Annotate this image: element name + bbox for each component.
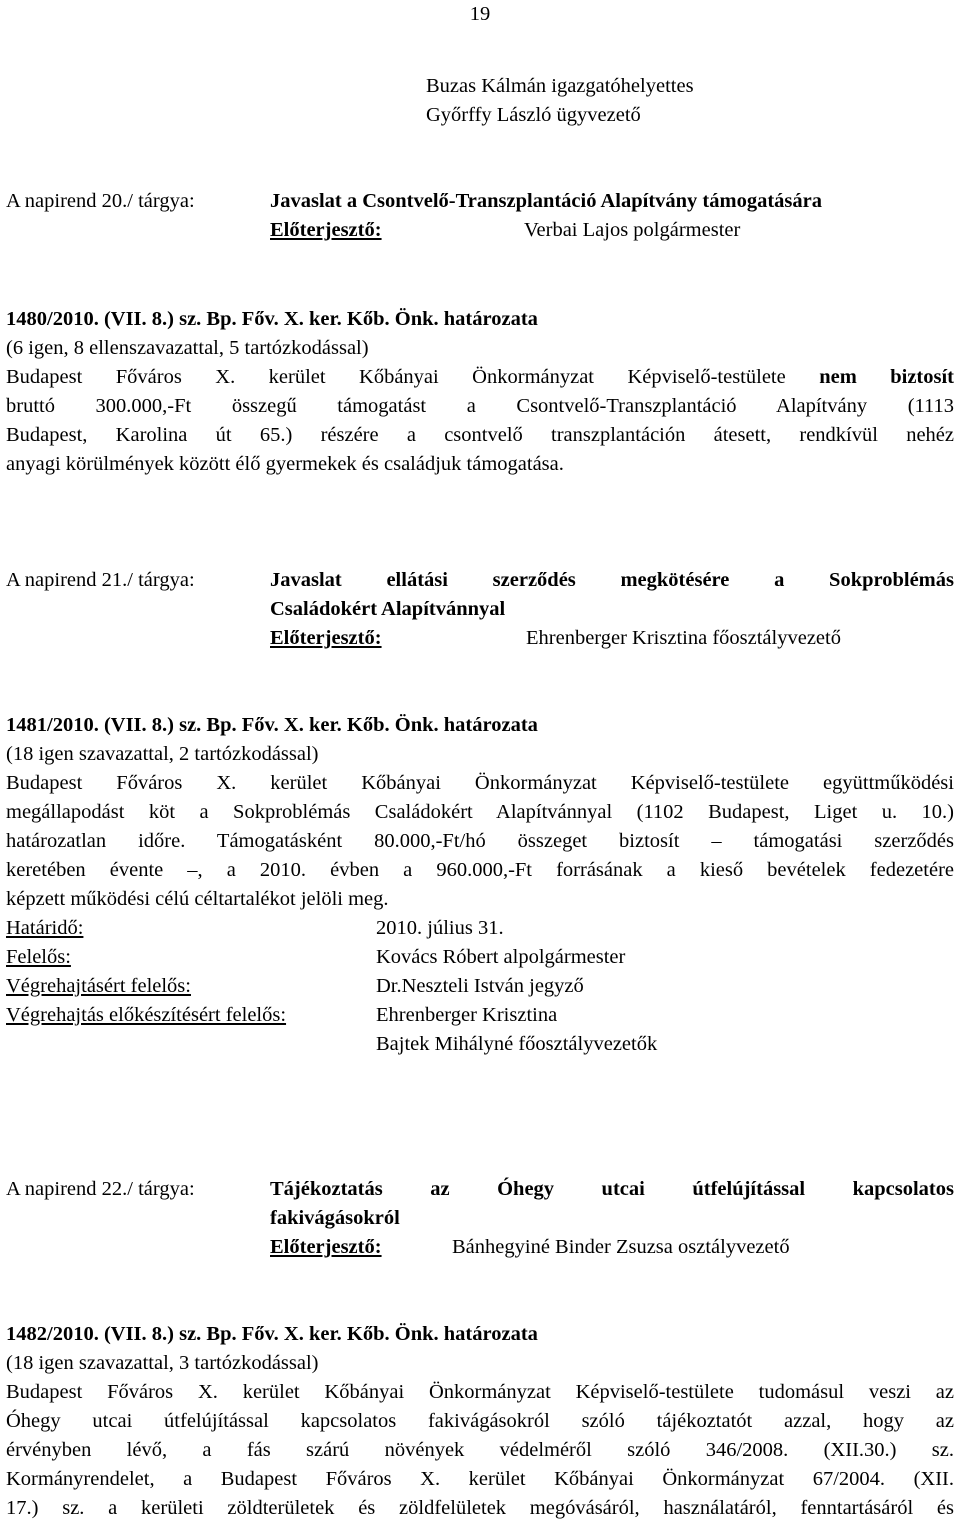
deadline-value: 2010. július 31. xyxy=(376,917,504,939)
resolution-text-line: Óhegy utcai útfelújítással kapcsolatos fakivágásokról szóló tájékoztatót azzal, hogy az xyxy=(6,1410,954,1432)
resolution-text-line: 17.) sz. a kerületi zöldterületek és zöldfelületek megóvásáról, használatáról, fenntartásáról és xyxy=(6,1497,954,1519)
responsible-label: Felelős: xyxy=(6,946,71,968)
page-number: 19 xyxy=(469,3,491,25)
deadline-row xyxy=(6,914,954,943)
resolution-1481 xyxy=(6,711,954,1059)
exec-value: Dr.Neszteli István jegyző xyxy=(376,975,584,997)
responsible-value: Kovács Róbert alpolgármester xyxy=(376,946,626,968)
agenda-title: Javaslat a Csontvelő-Transzplantáció Alapítvány támogatására xyxy=(270,190,822,212)
agenda-title: Javaslat ellátási szerződés megkötésére a Sokproblémás xyxy=(270,569,954,591)
vote-result: (18 igen szavazattal, 3 tartózkodással) xyxy=(6,1352,319,1374)
resolution-text-line: anyagi körülmények között élő gyermekek és családjuk támogatása. xyxy=(6,453,564,475)
agenda-label: A napirend 20./ tárgya: xyxy=(6,190,195,212)
resolution-text-line: megállapodást köt a Sokproblémás Családokért Alapítvánnyal (1102 Budapest, Liget u. 10.) xyxy=(6,801,954,823)
resolution-text-line: keretében évente –, a 2010. évben a 960.000,-Ft forrásának a kieső bevételek fedezetére xyxy=(6,859,954,881)
presenter-label: Előterjesztő: xyxy=(270,1236,382,1258)
intro-block xyxy=(426,72,954,130)
resolution-emphasis: nem biztosít xyxy=(819,366,954,388)
resolution-text-line: határozatlan időre. Támogatásként 80.000,-Ft/hó összeget biztosít – támogatási szerződés xyxy=(6,830,954,852)
intro-line: Győrffy László ügyvezető xyxy=(426,104,641,126)
resolution-text-line: képzett működési célú céltartalékot jelöli meg. xyxy=(6,888,389,910)
deadline-label: Határidő: xyxy=(6,917,84,939)
resolution-text-line: Kormányrendelet, a Budapest Főváros X. kerület Kőbányai Önkormányzat 67/2004. (XII. xyxy=(6,1468,954,1490)
vote-result: (6 igen, 8 ellenszavazattal, 5 tartózkodással) xyxy=(6,337,369,359)
resolution-text-line: Budapest Főváros X. kerület Kőbányai Önkormányzat Képviselő-testülete együttműködési xyxy=(6,772,954,794)
agenda-21 xyxy=(6,566,954,653)
vote-result: (18 igen szavazattal, 2 tartózkodással) xyxy=(6,743,319,765)
presenter-name: Ehrenberger Krisztina főosztályvezető xyxy=(526,627,841,649)
agenda-label: A napirend 21./ tárgya: xyxy=(6,569,195,591)
agenda-title: fakivágásokról xyxy=(270,1207,400,1229)
agenda-title: Tájékoztatás az Óhegy utcai útfelújítással kapcsolatos xyxy=(270,1178,954,1200)
resolution-text-line: Budapest Főváros X. kerület Kőbányai Önkormányzat Képviselő-testülete tudomásul veszi az xyxy=(6,1381,954,1403)
resolution-text-line: érvényben lévő, a fás szárú növények védelméről szóló 346/2008. (XII.30.) sz. xyxy=(6,1439,954,1461)
prep-row-2 xyxy=(6,1030,954,1059)
prep-label: Végrehajtás előkészítésért felelős: xyxy=(6,1004,287,1026)
presenter-name: Bánhegyiné Binder Zsuzsa osztályvezető xyxy=(452,1236,790,1258)
presenter-label: Előterjesztő: xyxy=(270,219,382,241)
exec-label: Végrehajtásért felelős: xyxy=(6,975,191,997)
prep-row xyxy=(6,1001,954,1030)
resolution-text-line: Budapest, Karolina út 65.) részére a csontvelő transzplantáción átesett, rendkívül nehéz xyxy=(6,424,954,446)
resolution-1482 xyxy=(6,1320,954,1523)
responsible-row xyxy=(6,943,954,972)
agenda-label: A napirend 22./ tárgya: xyxy=(6,1178,195,1200)
resolution-1480 xyxy=(6,305,954,479)
exec-row xyxy=(6,972,954,1001)
prep-value: Bajtek Mihályné főosztályvezetők xyxy=(376,1033,658,1055)
agenda-20 xyxy=(6,187,954,245)
resolution-text-line: bruttó 300.000,-Ft összegű támogatást a Csontvelő-Transzplantáció Alapítvány (1113 xyxy=(6,395,954,417)
resolution-heading: 1480/2010. (VII. 8.) sz. Bp. Főv. X. ker. Kőb. Önk. határozata xyxy=(6,308,538,330)
presenter-label: Előterjesztő: xyxy=(270,627,382,649)
prep-value: Ehrenberger Krisztina xyxy=(376,1004,558,1026)
intro-line: Buzas Kálmán igazgatóhelyettes xyxy=(426,75,694,97)
agenda-title: Családokért Alapítvánnyal xyxy=(270,598,506,620)
agenda-22 xyxy=(6,1175,954,1262)
presenter-name: Verbai Lajos polgármester xyxy=(524,219,741,241)
resolution-heading: 1481/2010. (VII. 8.) sz. Bp. Főv. X. ker. Kőb. Önk. határozata xyxy=(6,714,538,736)
resolution-text-line: Budapest Főváros X. kerület Kőbányai Önkormányzat Képviselő-testülete nem biztosít xyxy=(6,366,954,388)
resolution-heading: 1482/2010. (VII. 8.) sz. Bp. Főv. X. ker. Kőb. Önk. határozata xyxy=(6,1323,538,1345)
